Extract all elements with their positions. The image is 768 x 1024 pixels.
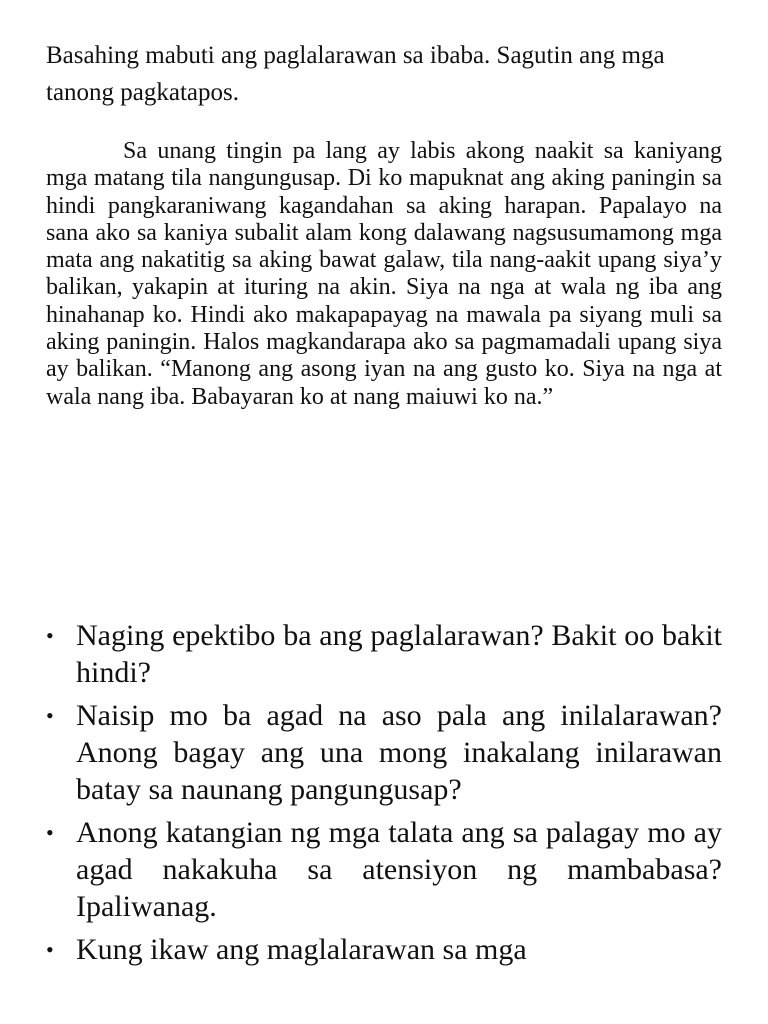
bullet-icon: • bbox=[46, 623, 54, 648]
question-list bbox=[46, 617, 722, 974]
question-text: Kung ikaw ang maglalarawan sa mga bbox=[76, 933, 527, 966]
question-text: Naging epektibo ba ang paglalarawan? Bakit oo bakit hindi? bbox=[76, 619, 722, 689]
question-item bbox=[46, 931, 722, 968]
question-item bbox=[46, 617, 722, 691]
question-text: Anong katangian ng mga talata ang sa palagay mo ay agad nakakuha sa atensiyon ng mambabasa? Ipaliwanag. bbox=[76, 816, 722, 923]
question-item bbox=[46, 814, 722, 925]
bullet-icon: • bbox=[46, 937, 54, 962]
instructions-text: Basahing mabuti ang paglalarawan sa ibaba. Sagutin ang mga tanong pagkatapos. bbox=[46, 42, 665, 106]
bullet-icon: • bbox=[46, 820, 54, 845]
passage-paragraph: Sa unang tingin pa lang ay labis akong naakit sa kaniyang mga matang tila nangungusap. Di ko mapuknat ang aking paningin sa hindi pangkaraniwang kagandahan sa aking harapan. Papalayo na sana ako sa kaniya subalit alam kong dalawang nagsusumamong mga mata ang nakatitig sa aking bawat galaw, tila nang-aakit upang siya’y balikan, yakapin at ituring na akin. Siya na nga at wala ng iba ang hinahanap ko. Hindi ako makapapayag na mawala pa siyang muli sa aking paningin. Halos magkandarapa ako sa pagmamadali upang siya ay balikan. “Manong ang asong iyan na ang gusto ko. Siya na nga at wala nang iba. Babayaran ko at nang maiuwi ko na.” bbox=[46, 138, 722, 410]
bullet-icon: • bbox=[46, 703, 54, 728]
question-item bbox=[46, 697, 722, 808]
question-text: Naisip mo ba agad na aso pala ang inilalarawan? Anong bagay ang una mong inakalang inilarawan batay sa naunang pangungusap? bbox=[76, 699, 722, 806]
